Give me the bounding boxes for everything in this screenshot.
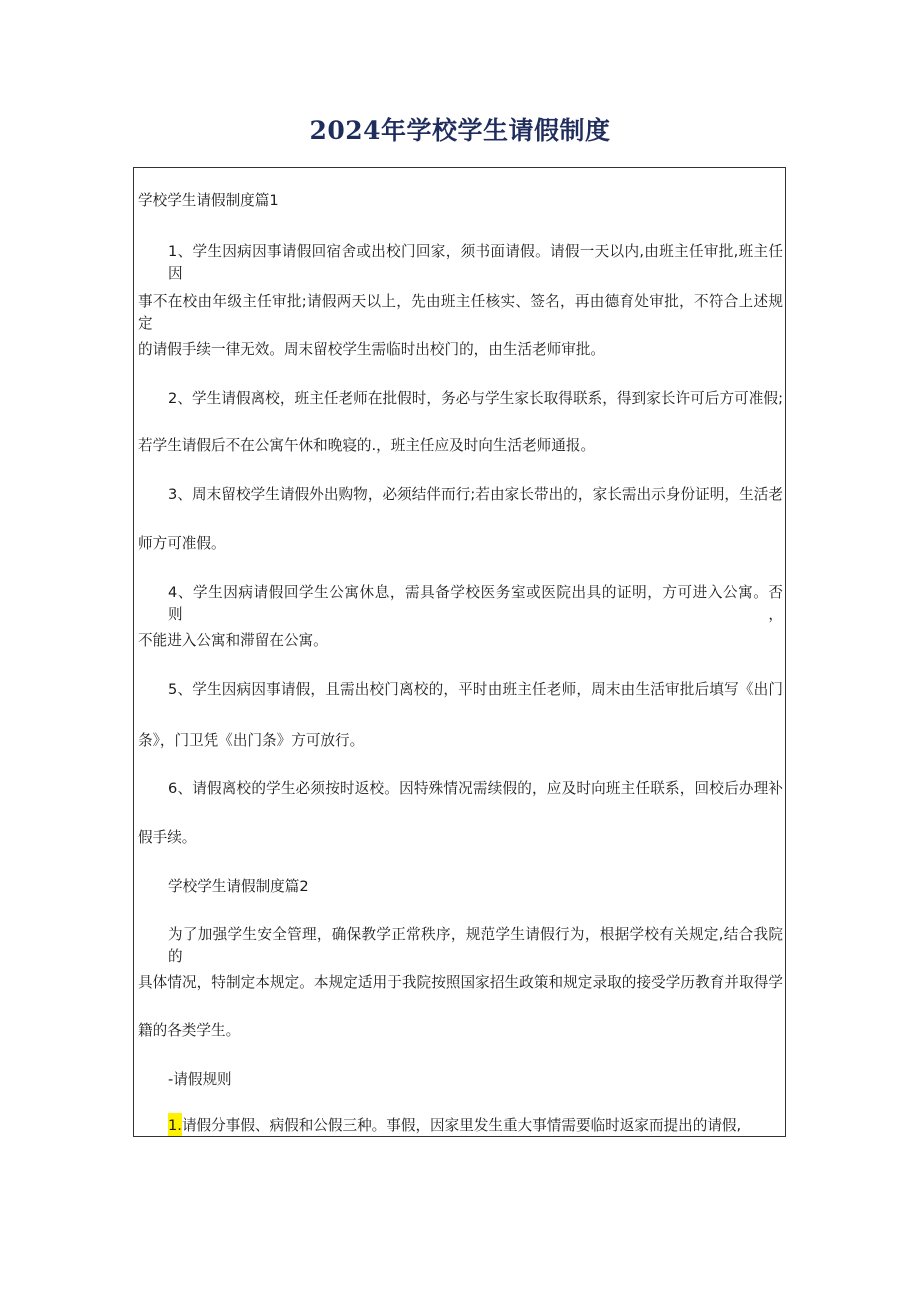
rule4-line1: 4、学生因病请假回学生公寓休息，需具备学校医务室或医院出具的证明，方可进入公寓。否则， (168, 584, 783, 623)
part2-intro-line1: 为了加强学生安全管理，确保教学正常秩序，规范学生请假行为，根据学校有关规定,结合我院的 (168, 926, 783, 965)
rule6-line2: 假手续。 (138, 829, 197, 846)
content-box (133, 167, 786, 1137)
part2-heading: 学校学生请假制度篇2 (168, 878, 309, 895)
rule1-line3: 的请假手续一律无效。周末留校学生需临时出校门的，由生活老师审批。 (138, 341, 606, 358)
rule3-line1: 3、周末留校学生请假外出购物，必须结伴而行;若由家长带出的，家长需出示身份证明，生活老 (168, 486, 783, 503)
part2-intro-line3: 籍的各类学生。 (138, 1022, 241, 1039)
section-heading: -请假规则 (168, 1071, 232, 1088)
rule5-line2: 条》，门卫凭《出门条》方可放行。 (138, 732, 365, 749)
item-text: 请假分事假、病假和公假三种。事假，因家里发生重大事情需要临时返家而提出的请假, (181, 1117, 742, 1134)
part2-intro-line2: 具体情况，特制定本规定。本规定适用于我院按照国家招生政策和规定录取的接受学历教育并取得学 (138, 974, 783, 991)
part1-heading: 学校学生请假制度篇1 (138, 192, 279, 209)
list-item (168, 1113, 741, 1137)
rule6-line1: 6、请假离校的学生必须按时返校。因特殊情况需续假的，应及时向班主任联系，回校后办理补 (168, 780, 783, 797)
rule1-line2: 事不在校由年级主任审批;请假两天以上，先由班主任核实、签名，再由德育处审批，不符合上述规定 (138, 293, 783, 332)
document-title: 2024年学校学生请假制度 (309, 116, 611, 145)
rule2-line1: 2、学生请假离校，班主任老师在批假时，务必与学生家长取得联系，得到家长许可后方可准假; (168, 390, 783, 407)
item-number: 1. (168, 1113, 182, 1137)
rule5-line1: 5、学生因病因事请假，且需出校门离校的，平时由班主任老师，周末由生活审批后填写《出门 (168, 681, 783, 698)
rule4-line2: 不能进入公寓和滞留在公寓。 (138, 632, 328, 649)
rule1-line1: 1、学生因病因事请假回宿舍或出校门回家，须书面请假。请假一天以内,由班主任审批,班主任因 (168, 243, 783, 282)
rule2-line2: 若学生请假后不在公寓午休和晚寝的.，班主任应及时向生活老师通报。 (138, 437, 596, 454)
rule3-line2: 师方可准假。 (138, 535, 226, 552)
